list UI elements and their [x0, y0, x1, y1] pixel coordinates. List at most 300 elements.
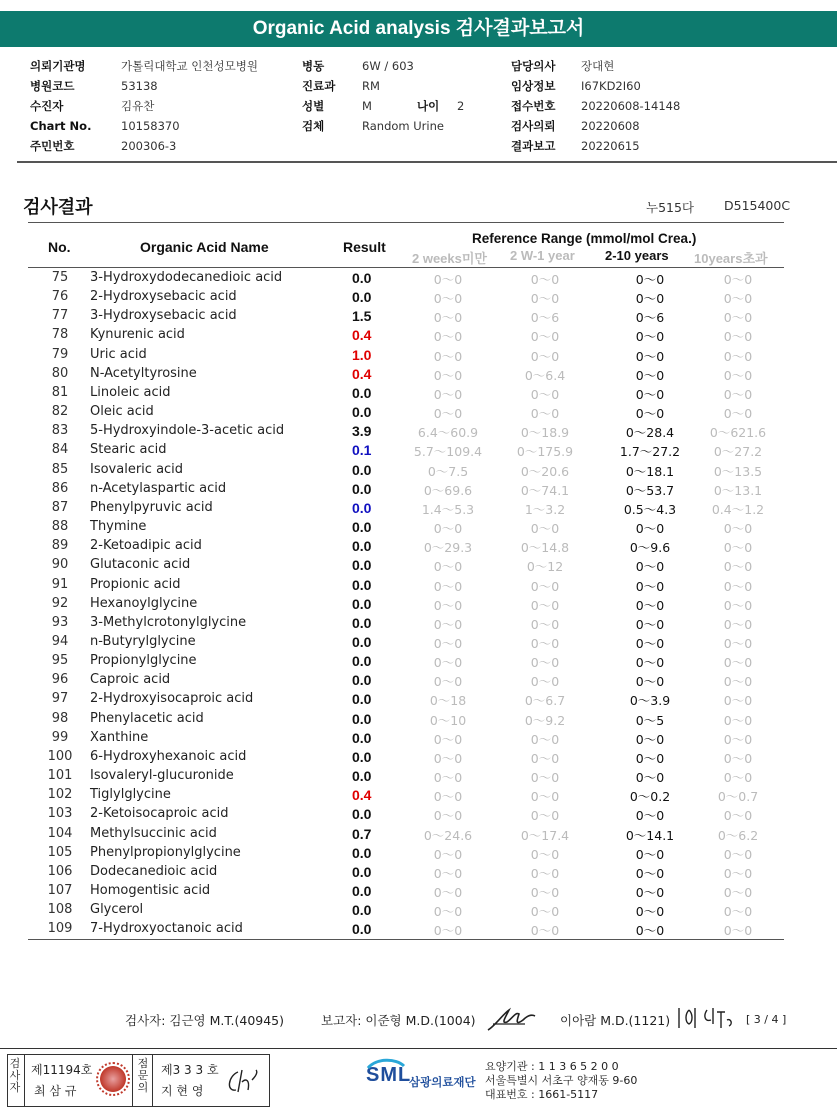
row-number: 82 [51, 404, 69, 420]
range-2w-1year: 0～0 [530, 348, 560, 364]
range-over-10-years: 0～621.6 [709, 425, 767, 441]
acid-name: Oleic acid [90, 404, 154, 420]
footer-divider [0, 1048, 837, 1049]
box-label-tester: 검 사 자 [9, 1057, 21, 1094]
table-row [0, 863, 837, 882]
result-value: 0.0 [352, 672, 372, 689]
range-under-2-weeks: 0～10 [429, 712, 467, 728]
row-number: 106 [47, 863, 73, 879]
header-field [30, 116, 258, 136]
col-header-result: Result [343, 239, 386, 255]
col-header-no: No. [48, 239, 71, 255]
range-2-10-years: 0～6 [635, 310, 665, 326]
row-number: 96 [51, 672, 69, 688]
range-under-2-weeks: 0～0 [433, 923, 463, 939]
sml-logo [366, 1064, 411, 1087]
range-over-10-years: 0～0 [723, 693, 753, 709]
range-under-2-weeks: 0～0 [433, 310, 463, 326]
range-2-10-years: 0～0 [635, 635, 665, 651]
result-value: 0.7 [352, 825, 372, 842]
official-seal-icon [96, 1062, 130, 1096]
header-field-value: 20220608-14148 [581, 99, 681, 113]
row-number: 108 [47, 902, 73, 918]
row-number: 78 [51, 327, 69, 343]
header-field-value: Random Urine [362, 119, 444, 133]
result-value: 0.0 [352, 921, 372, 938]
acid-name: Glutaconic acid [90, 557, 191, 573]
table-row [0, 518, 837, 537]
range-over-10-years: 0～0 [723, 923, 753, 939]
logo-text: SML [366, 1064, 412, 1086]
range-2-10-years: 0～0 [635, 348, 665, 364]
header-field [511, 136, 680, 156]
header-field-value: I67KD2I60 [581, 79, 641, 93]
acid-name: Thymine [90, 519, 147, 535]
range-over-10-years: 0.4～1.2 [711, 501, 765, 517]
range-over-10-years: 0～6.2 [717, 827, 759, 843]
header-field-value: 가톨릭대학교 인천성모병원 [121, 59, 258, 73]
header-field-value: 20220615 [581, 139, 640, 153]
acid-name: 6-Hydroxyhexanoic acid [90, 748, 247, 764]
table-row [0, 901, 837, 920]
header-field-value: 김유찬 [121, 99, 155, 113]
result-value: 0.0 [352, 270, 372, 286]
range-2-10-years: 0～28.4 [625, 425, 675, 441]
header-field-label: Chart No. [30, 119, 92, 133]
table-row [0, 614, 837, 633]
header-age [417, 96, 464, 116]
acid-name: Stearic acid [90, 442, 167, 458]
range-over-10-years: 0～0 [723, 635, 753, 651]
range-2-10-years: 1.7～27.2 [619, 444, 681, 460]
range-2w-1year: 0～0 [530, 597, 560, 613]
acid-name: Phenylpyruvic acid [90, 499, 213, 515]
box-divider-1 [24, 1054, 25, 1107]
row-number: 86 [51, 480, 69, 496]
results-table-body [0, 269, 837, 939]
range-over-10-years: 0～0 [723, 406, 753, 422]
row-number: 101 [47, 768, 73, 784]
lab-phone: 대표번호 : 1661-5117 [485, 1088, 599, 1101]
result-value: 0.0 [352, 633, 372, 650]
header-field-label: 병동 [302, 59, 325, 73]
result-value: 0.1 [352, 442, 372, 459]
range-2-10-years: 0.5～4.3 [623, 501, 677, 517]
table-row [0, 499, 837, 518]
range-under-2-weeks: 0～0 [433, 406, 463, 422]
table-row [0, 576, 837, 595]
range-2w-1year: 0～0 [530, 923, 560, 939]
range-2w-1year: 0～14.8 [520, 540, 570, 556]
acid-name: Phenylpropionylglycine [90, 844, 241, 860]
range-under-2-weeks: 0～0 [433, 559, 463, 575]
row-number: 97 [51, 691, 69, 707]
header-field [511, 56, 680, 76]
range-under-2-weeks: 0～7.5 [427, 463, 469, 479]
range-2w-1year: 0～0 [530, 846, 560, 862]
header-field [30, 96, 258, 116]
acid-name: Homogentisic acid [90, 883, 211, 898]
table-row [0, 729, 837, 748]
acid-name: 2-Ketoisocaproic acid [90, 806, 229, 822]
range-under-2-weeks: 0～0 [433, 750, 463, 766]
header-field-value: 200306-3 [121, 139, 177, 153]
range-2w-1year: 0～9.2 [524, 712, 566, 728]
header-field [511, 96, 680, 116]
header-field-label: 결과보고 [511, 139, 556, 153]
tester-signature-line: 검사자: 김근영 M.T.(40945) [125, 1013, 285, 1028]
row-number: 93 [51, 614, 69, 630]
section-title: 검사결과 [23, 197, 93, 218]
range-2-10-years: 0～0 [635, 521, 665, 537]
table-top-rule [28, 222, 784, 223]
result-value: 0.0 [352, 806, 372, 823]
range-under-2-weeks: 0～0 [433, 597, 463, 613]
age-label: 나이 [417, 99, 440, 113]
range-under-2-weeks: 0～0 [433, 655, 463, 671]
range-2w-1year: 0～0 [530, 808, 560, 824]
header-field [302, 56, 444, 76]
range-2-10-years: 0～0 [635, 750, 665, 766]
range-2-10-years: 0～0 [635, 386, 665, 402]
range-over-10-years: 0～0 [723, 885, 753, 900]
row-number: 87 [51, 499, 69, 515]
range-under-2-weeks: 0～0 [433, 291, 463, 307]
result-value: 0.0 [352, 653, 372, 670]
range-2-10-years: 0～3.9 [629, 693, 671, 709]
range-2w-1year: 0～0 [530, 578, 560, 594]
acid-name: 3-Methylcrotonylglycine [90, 614, 247, 630]
range-2w-1year: 0～175.9 [516, 444, 574, 460]
header-field-value: 6W / 603 [362, 59, 414, 73]
row-number: 88 [51, 519, 69, 535]
row-number: 102 [47, 787, 73, 803]
range-under-2-weeks: 0～0 [433, 731, 463, 747]
table-row [0, 767, 837, 786]
header-field-label: 주민번호 [30, 139, 75, 153]
range-2w-1year: 0～18.9 [520, 425, 570, 441]
subheader-2-10-years: 2-10 years [605, 248, 669, 263]
acid-name: Dodecanedioic acid [90, 863, 218, 879]
range-2w-1year: 0～0 [530, 521, 560, 537]
result-value: 0.4 [352, 787, 372, 804]
table-row [0, 384, 837, 403]
row-number: 89 [51, 538, 69, 554]
range-2-10-years: 0～18.1 [625, 463, 675, 479]
acid-name: Phenylacetic acid [90, 710, 204, 726]
header-field [30, 76, 258, 96]
header-field [30, 56, 258, 76]
range-2-10-years: 0～0 [635, 616, 665, 632]
header-column-doctor [511, 56, 680, 156]
header-field-value: M [362, 99, 372, 113]
specialist-name: 지 현 영 [161, 1084, 204, 1098]
acid-name: Isovaleryl-glucuronide [90, 768, 234, 784]
range-over-10-years: 0～0 [723, 731, 753, 747]
table-row [0, 556, 837, 575]
range-2w-1year: 0～0 [530, 655, 560, 671]
result-value: 0.0 [352, 863, 372, 880]
result-value: 0.0 [352, 595, 372, 612]
header-field-value: RM [362, 79, 380, 93]
lab-address: 서울특별시 서초구 양재동 9-60 [485, 1074, 638, 1087]
range-under-2-weeks: 0～0 [433, 846, 463, 862]
acid-name: 5-Hydroxyindole-3-acetic acid [90, 423, 285, 439]
table-row [0, 480, 837, 499]
range-under-2-weeks: 0～0 [433, 635, 463, 651]
range-2-10-years: 0～9.6 [629, 540, 671, 556]
tester-name: 최 삼 규 [34, 1084, 77, 1098]
result-value: 0.0 [352, 844, 372, 861]
table-row [0, 346, 837, 365]
range-2w-1year: 0～0 [530, 865, 560, 881]
range-2-10-years: 0～0 [635, 770, 665, 786]
box-label-specialist: 점 문 의 [137, 1057, 149, 1094]
subheader-2w-1year: 2 W-1 year [510, 248, 575, 263]
table-row [0, 748, 837, 767]
range-under-2-weeks: 0～29.3 [423, 540, 473, 556]
tester-license: 제11194호 [31, 1063, 93, 1077]
range-2-10-years: 0～0 [635, 846, 665, 862]
range-over-10-years: 0～0 [723, 616, 753, 632]
range-2w-1year: 0～0 [530, 904, 560, 920]
acid-name: 7-Hydroxyoctanoic acid [90, 921, 243, 937]
range-under-2-weeks: 0～0 [433, 521, 463, 537]
header-field-label: 검사의뢰 [511, 119, 556, 133]
range-2w-1year: 0～0 [530, 789, 560, 805]
range-2-10-years: 0～0 [635, 923, 665, 939]
doctor2-signature-line: 이아람 M.D.(1121) [560, 1013, 671, 1028]
acid-name: 2-Hydroxyisocaproic acid [90, 691, 254, 707]
range-under-2-weeks: 6.4～60.9 [417, 425, 479, 441]
table-row [0, 307, 837, 326]
row-number: 91 [51, 576, 69, 592]
table-row [0, 633, 837, 652]
range-over-10-years: 0～13.1 [713, 482, 763, 498]
acid-name: 3-Hydroxysebacic acid [90, 308, 237, 324]
acid-name: 2-Hydroxysebacic acid [90, 289, 237, 305]
range-over-10-years: 0～27.2 [713, 444, 763, 460]
row-number: 107 [47, 883, 73, 898]
row-number: 99 [51, 729, 69, 745]
acid-name: Kynurenic acid [90, 327, 185, 343]
result-value: 0.0 [352, 404, 372, 421]
table-row [0, 403, 837, 422]
result-value: 0.0 [352, 480, 372, 497]
range-2w-1year: 0～74.1 [520, 482, 570, 498]
result-value: 0.0 [352, 499, 372, 516]
table-row [0, 690, 837, 709]
row-number: 103 [47, 806, 73, 822]
table-row [0, 671, 837, 690]
section-code-1: 누515다 [646, 200, 695, 215]
range-2-10-years: 0～0 [635, 865, 665, 881]
subheader-under-2-weeks: 2 weeks미만 [412, 251, 487, 266]
acid-name: 2-Ketoadipic acid [90, 538, 202, 554]
specialist-signature-image [224, 1066, 260, 1096]
result-value: 0.0 [352, 538, 372, 555]
acid-name: Linoleic acid [90, 384, 171, 400]
range-over-10-years: 0～0 [723, 712, 753, 728]
table-row [0, 786, 837, 805]
table-row [0, 805, 837, 824]
doctor2-signature-image [673, 1002, 737, 1032]
table-bottom-rule [28, 939, 784, 940]
range-2w-1year: 0～12 [526, 559, 564, 575]
range-2w-1year: 0～0 [530, 329, 560, 345]
range-over-10-years: 0～0 [723, 272, 753, 287]
result-value: 0.0 [352, 748, 372, 765]
result-value: 0.4 [352, 327, 372, 344]
header-field-value: 10158370 [121, 119, 180, 133]
range-2-10-years: 0～0 [635, 272, 665, 287]
acid-name: Xanthine [90, 729, 149, 745]
range-2-10-years: 0～0 [635, 674, 665, 690]
range-over-10-years: 0～0.7 [717, 789, 759, 805]
table-header-rule [28, 267, 784, 268]
header-field [511, 116, 680, 136]
range-2-10-years: 0～0.2 [629, 789, 671, 805]
range-under-2-weeks: 0～0 [433, 808, 463, 824]
range-2w-1year: 0～0 [530, 885, 560, 900]
result-value: 0.0 [352, 384, 372, 401]
range-over-10-years: 0～0 [723, 367, 753, 383]
range-2-10-years: 0～53.7 [625, 482, 675, 498]
range-over-10-years: 0～0 [723, 310, 753, 326]
range-under-2-weeks: 0～0 [433, 616, 463, 632]
row-number: 85 [51, 461, 69, 477]
row-number: 95 [51, 653, 69, 669]
range-under-2-weeks: 0～0 [433, 674, 463, 690]
range-2-10-years: 0～0 [635, 291, 665, 307]
table-row [0, 537, 837, 556]
range-under-2-weeks: 0～0 [433, 367, 463, 383]
range-2w-1year: 0～0 [530, 272, 560, 287]
header-divider [17, 161, 837, 163]
row-number: 100 [47, 748, 73, 764]
box-divider-3 [152, 1054, 153, 1107]
acid-name: n-Butyrylglycine [90, 633, 196, 649]
range-2w-1year: 0～0 [530, 616, 560, 632]
table-row [0, 710, 837, 729]
range-2w-1year: 0～0 [530, 750, 560, 766]
table-row [0, 595, 837, 614]
table-row [0, 844, 837, 863]
col-header-name: Organic Acid Name [140, 239, 269, 255]
result-value: 0.4 [352, 365, 372, 382]
table-row [0, 288, 837, 307]
header-field-label: 임상정보 [511, 79, 556, 93]
range-under-2-weeks: 0～0 [433, 904, 463, 920]
acid-name: Hexanoylglycine [90, 595, 198, 611]
range-over-10-years: 0～0 [723, 348, 753, 364]
range-2-10-years: 0～0 [635, 885, 665, 900]
range-under-2-weeks: 0～18 [429, 693, 467, 709]
range-2-10-years: 0～0 [635, 808, 665, 824]
row-number: 75 [51, 270, 69, 285]
logo-swoosh-icon [366, 1058, 406, 1070]
result-value: 0.0 [352, 519, 372, 536]
range-over-10-years: 0～0 [723, 846, 753, 862]
table-row [0, 882, 837, 901]
range-2-10-years: 0～0 [635, 578, 665, 594]
range-2-10-years: 0～0 [635, 329, 665, 345]
table-row [0, 920, 837, 939]
range-2-10-years: 0～0 [635, 597, 665, 613]
range-2w-1year: 0～6 [530, 310, 560, 326]
table-row [0, 365, 837, 384]
range-over-10-years: 0～0 [723, 750, 753, 766]
table-row [0, 422, 837, 441]
acid-name: Uric acid [90, 346, 147, 362]
subheader-over-10-years: 10years초과 [694, 251, 768, 266]
range-under-2-weeks: 0～0 [433, 578, 463, 594]
range-under-2-weeks: 0～0 [433, 348, 463, 364]
row-number: 94 [51, 633, 69, 649]
range-over-10-years: 0～0 [723, 291, 753, 307]
row-number: 84 [51, 442, 69, 458]
range-under-2-weeks: 0～0 [433, 272, 463, 287]
result-value: 0.0 [352, 691, 372, 708]
range-2w-1year: 0～20.6 [520, 463, 570, 479]
header-field-label: 진료과 [302, 79, 336, 93]
range-2w-1year: 0～0 [530, 731, 560, 747]
range-over-10-years: 0～0 [723, 597, 753, 613]
row-number: 104 [47, 825, 73, 841]
result-value: 0.0 [352, 883, 372, 899]
range-2w-1year: 0～6.7 [524, 693, 566, 709]
acid-name: N-Acetyltyrosine [90, 365, 197, 381]
range-under-2-weeks: 0～0 [433, 865, 463, 881]
range-under-2-weeks: 0～0 [433, 789, 463, 805]
age-value: 2 [457, 99, 465, 113]
row-number: 80 [51, 365, 69, 381]
row-number: 109 [47, 921, 73, 937]
range-2-10-years: 0～0 [635, 655, 665, 671]
range-2-10-years: 0～14.1 [625, 827, 675, 843]
header-field-label: 담당의사 [511, 59, 556, 73]
range-over-10-years: 0～0 [723, 904, 753, 920]
header-field-value: 장대현 [581, 59, 615, 73]
table-row [0, 461, 837, 480]
result-value: 0.0 [352, 710, 372, 727]
header-field-label: 의뢰기관명 [30, 59, 86, 73]
lab-code: 요양기관 : 1 1 3 6 5 2 0 0 [485, 1060, 619, 1073]
col-header-reference: Reference Range (mmol/mol Crea.) [472, 231, 697, 246]
range-2-10-years: 0～5 [635, 712, 665, 728]
range-2w-1year: 1～3.2 [524, 501, 566, 517]
range-over-10-years: 0～0 [723, 770, 753, 786]
result-value: 3.9 [352, 423, 372, 440]
acid-name: Glycerol [90, 902, 144, 918]
result-value: 0.0 [352, 461, 372, 478]
result-value: 0.0 [352, 557, 372, 574]
range-2-10-years: 0～0 [635, 731, 665, 747]
row-number: 81 [51, 384, 69, 400]
lab-info [485, 1060, 637, 1102]
range-under-2-weeks: 0～0 [433, 770, 463, 786]
header-field [511, 76, 680, 96]
header-field-label: 병원코드 [30, 79, 75, 93]
table-row [0, 825, 837, 844]
range-under-2-weeks: 0～0 [433, 885, 463, 900]
range-under-2-weeks: 0～0 [433, 329, 463, 345]
header-column-patient [30, 56, 258, 156]
acid-name: Tiglylglycine [90, 787, 171, 803]
range-2w-1year: 0～0 [530, 291, 560, 307]
range-over-10-years: 0～0 [723, 559, 753, 575]
result-value: 0.0 [352, 289, 372, 306]
